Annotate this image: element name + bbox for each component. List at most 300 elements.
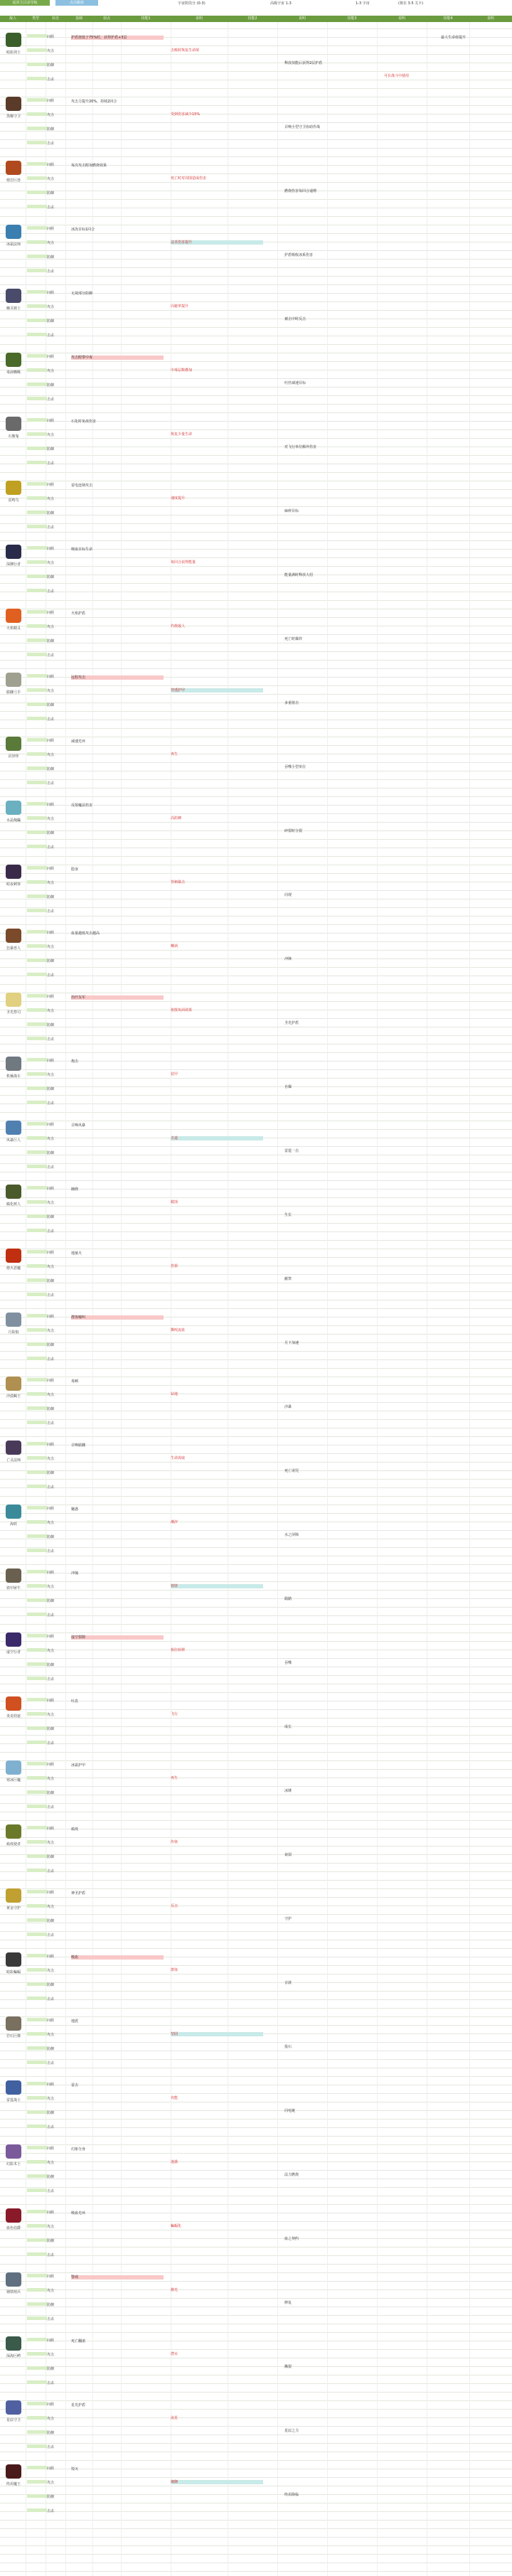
row-label: 攻击 (47, 625, 55, 629)
enemy-skill-text: 铁壁 (171, 1584, 263, 1588)
enemy-skill-text: 血之契约 (284, 2237, 299, 2241)
row-label: 防御 (47, 1215, 55, 1219)
enemy-skill-text: 高防御 (171, 816, 182, 821)
row-label: 击杀 (47, 781, 55, 786)
label-stripe (27, 702, 47, 706)
label-stripe (27, 1506, 47, 1509)
row-label: 问候 (47, 483, 55, 487)
label-stripe (27, 688, 47, 692)
blood-count-icon (6, 2208, 21, 2223)
row-label: 问候 (47, 739, 55, 743)
enemy-skill-text: 攻击力提升20%，持续2回合 (71, 100, 117, 104)
label-stripe (27, 2480, 47, 2484)
row-label: 防御 (47, 1407, 55, 1411)
enemy-skill-text: 隐身 (71, 867, 79, 872)
row-line (0, 2537, 512, 2538)
label-stripe (27, 880, 47, 884)
label-stripe (27, 2494, 47, 2498)
row-label: 攻击 (47, 1841, 55, 1845)
enemy-skill-text: 自爆 (284, 1085, 292, 1089)
enemy-skill-text: 缠绕 (71, 1187, 79, 1192)
row-label: 攻击 (47, 2353, 55, 2357)
berserk-orc-icon (6, 929, 21, 943)
mech-tank-icon (6, 1057, 21, 1071)
row-label: 防御 (47, 1151, 55, 1155)
enemy-name: 海妖 (9, 1522, 17, 1527)
label-stripe (27, 205, 47, 208)
row-label: 击杀 (47, 141, 55, 146)
top-note: 宇宙阶段分 (0-3) (178, 1, 206, 6)
row-line (0, 2562, 512, 2563)
label-stripe (27, 2416, 47, 2420)
enemy-row (0, 1180, 512, 1241)
enemy-name: 钢铁哨兵 (6, 2290, 21, 2294)
enemy-name: 炎龙幼崽 (6, 1714, 21, 1719)
label-stripe (27, 1008, 47, 1012)
enemy-skill-text: 群体 (171, 1968, 178, 1972)
label-stripe (27, 269, 47, 272)
label-stripe (27, 98, 47, 102)
label-stripe (27, 2316, 47, 2320)
label-stripe (27, 48, 47, 52)
label-stripe (27, 973, 47, 976)
enemy-name: 岩石巨像 (6, 2034, 21, 2038)
enemy-name: 水晶傀儡 (6, 818, 21, 823)
row-label: 击杀 (47, 653, 55, 658)
label-stripe (27, 162, 47, 166)
row-label: 问候 (47, 1571, 55, 1575)
enemy-skill-text: 反击 (171, 1904, 178, 1908)
row-label: 击杀 (47, 1229, 55, 1234)
enemy-skill-text: 圣光护盾 (284, 1021, 299, 1025)
enemy-name: 腐化树人 (6, 1202, 21, 1207)
row-label: 问候 (47, 1955, 55, 1959)
enemy-skill-text: 法力燃烧 (284, 2173, 299, 2177)
label-stripe (27, 127, 47, 130)
row-label: 攻击 (47, 2481, 55, 2485)
enemy-skill-text: 终焉降临 (284, 2493, 299, 2497)
label-stripe (27, 1762, 47, 1765)
label-stripe (27, 866, 47, 870)
enemy-row (0, 860, 512, 921)
row-label: 攻击 (47, 49, 55, 53)
enemy-skill-text: 撕咬流血 (171, 1328, 186, 1332)
row-label: 问候 (47, 1763, 55, 1767)
enemy-skill-text: 可在战斗中使用 (384, 74, 410, 78)
desert-scorpion-icon (6, 1377, 21, 1391)
storm-giant-icon (6, 1121, 21, 1135)
label-stripe (27, 1712, 47, 1716)
row-label: 攻击 (47, 2225, 55, 2229)
row-label: 攻击 (47, 689, 55, 693)
row-label: 击杀 (47, 1805, 55, 1810)
row-label: 击杀 (47, 2509, 55, 2513)
enemy-skill-text: 装甲 (171, 1072, 178, 1076)
label-stripe (27, 2061, 47, 2064)
jump-tab[interactable]: 点击跳转 (55, 0, 98, 6)
row-label: 击杀 (47, 1677, 55, 1682)
enemy-row (0, 284, 512, 346)
row-label: 攻击 (47, 1009, 55, 1013)
row-label: 击杀 (47, 909, 55, 914)
label-stripe (27, 2352, 47, 2356)
enemy-skill-text: 潜水 (171, 2352, 178, 2356)
enemy-skill-text: 撕裂 (284, 2365, 292, 2369)
row-label: 防御 (47, 959, 55, 963)
label-stripe (27, 255, 47, 258)
row-label: 攻击 (47, 1265, 55, 1269)
enemy-skill-text: 迷惑 (171, 2160, 178, 2164)
row-label: 问候 (47, 675, 55, 679)
star-guardian-icon (6, 2400, 21, 2415)
enemy-name: 终焉魔王 (6, 2482, 21, 2486)
enemy-skill-text: 召唤小型守卫协助作战 (284, 125, 321, 129)
label-stripe (27, 1677, 47, 1680)
row-label: 击杀 (47, 1165, 55, 1170)
label-stripe (27, 1904, 47, 1908)
row-label: 问候 (47, 1187, 55, 1191)
label-stripe (27, 830, 47, 834)
label-stripe (27, 383, 47, 386)
label-stripe (27, 738, 47, 742)
row-label: 问候 (47, 1315, 55, 1319)
enemy-skill-text: 恢复少量生命 (171, 432, 193, 437)
ice-troll-icon (6, 1760, 21, 1775)
row-label: 攻击 (47, 177, 55, 181)
label-stripe (27, 2338, 47, 2341)
row-label: 防御 (47, 383, 55, 388)
row-label: 攻击 (47, 1969, 55, 1973)
enemy-skill-text: 闪电链 (284, 2109, 296, 2113)
label-stripe (27, 1229, 47, 1232)
label-stripe (27, 482, 47, 486)
enemy-row (0, 1820, 512, 1881)
enemy-skill-text: 嘲讽 (171, 944, 178, 948)
row-label: 攻击 (47, 1521, 55, 1525)
enemy-skill-text: 每次攻击附加燃烧效果 (71, 164, 107, 168)
frost-mage-icon (6, 225, 21, 239)
label-stripe (27, 176, 47, 180)
row-label: 防御 (47, 255, 55, 260)
enemy-name: 月影狼 (8, 1330, 19, 1335)
label-stripe (27, 447, 47, 450)
label-stripe (27, 1186, 47, 1190)
row-label: 问候 (47, 1635, 55, 1639)
enemy-name: 圣光祭司 (6, 1010, 21, 1015)
swamp-monster-icon (6, 737, 21, 751)
enemy-skill-text: 虚空裂隙 (71, 1635, 164, 1640)
gargoyle-icon (6, 417, 21, 431)
label-stripe (27, 546, 47, 550)
row-label: 防御 (47, 1279, 55, 1283)
label-stripe (27, 1613, 47, 1616)
label-stripe (27, 1086, 47, 1090)
enemy-skill-text: 血量越低攻击越高 (71, 931, 100, 936)
enemy-skill-text: 践踏 (284, 1597, 292, 1601)
row-label: 问候 (47, 2083, 55, 2087)
enemy-skill-text: 沙暴 (284, 1405, 292, 1409)
label-stripe (27, 1598, 47, 1602)
enemy-skill-text: 充能 (171, 2096, 178, 2100)
necromancer-icon (6, 1441, 21, 1455)
enemy-skill-text: 被击中时反击 (284, 317, 306, 321)
column-header: 敌人 (9, 16, 16, 21)
row-label: 击杀 (47, 2381, 55, 2385)
label-stripe (27, 2224, 47, 2228)
row-label: 击杀 (47, 1037, 55, 1042)
column-header: 说明 (398, 16, 405, 21)
enemy-skill-text: 统御 (171, 2480, 263, 2484)
enemy-skill-text: 减速光环 (71, 739, 86, 744)
enemy-skill-text: 速度提升 (171, 496, 186, 501)
enemy-name: 星辰守卫 (6, 2418, 21, 2422)
deep-crocodile-icon (6, 2336, 21, 2351)
label-stripe (27, 1264, 47, 1268)
lava-beast-icon (6, 161, 21, 175)
label-stripe (27, 2125, 47, 2128)
row-label: 攻击 (47, 1457, 55, 1461)
row-label: 击杀 (47, 589, 55, 594)
row-label: 问候 (47, 419, 55, 423)
label-stripe (27, 674, 47, 678)
row-label: 问候 (47, 1827, 55, 1831)
label-stripe (27, 589, 47, 592)
label-stripe (27, 638, 47, 642)
label-stripe (27, 525, 47, 528)
enemy-skill-text: 燃烧伤害每回合递增 (284, 189, 317, 193)
enemy-skill-text: 攻击附带中毒 (71, 356, 164, 360)
label-stripe (27, 290, 47, 294)
row-label: 问候 (47, 995, 55, 999)
enemy-name: 亡灵法师 (6, 1458, 21, 1463)
row-label: 防御 (47, 1087, 55, 1091)
row-label: 击杀 (47, 2125, 55, 2129)
enemy-skill-text: 护盾值低于75%时，获得护盾+3层 (71, 36, 164, 40)
label-stripe (27, 781, 47, 784)
enemy-skill-text: 毁灭 (71, 2467, 79, 2471)
label-stripe (27, 2252, 47, 2256)
label-stripe (27, 1662, 47, 1666)
enemy-row (0, 1692, 512, 1753)
enemy-row (0, 2332, 512, 2393)
row-label: 击杀 (47, 1933, 55, 1938)
row-label: 攻击 (47, 305, 55, 309)
enemy-skill-text: 飞行 (171, 1712, 178, 1716)
row-label: 防御 (47, 703, 55, 707)
label-stripe (27, 1101, 47, 1104)
label-stripe (27, 1954, 47, 1957)
label-stripe (27, 461, 47, 464)
label-stripe (27, 1570, 47, 1573)
label-stripe (27, 2288, 47, 2292)
row-label: 防御 (47, 575, 55, 579)
night-assassin-icon (6, 865, 21, 879)
label-stripe (27, 1456, 47, 1460)
enemy-skill-text: 死亡诅咒 (284, 1469, 299, 1473)
column-header: 技能1 (141, 16, 151, 21)
row-label: 问候 (47, 1059, 55, 1063)
enemy-skill-text: 再生 (171, 1776, 178, 1780)
row-label: 攻击 (47, 817, 55, 821)
label-stripe (27, 653, 47, 656)
enemy-skill-text: 吸血 (71, 1955, 164, 1960)
enemy-skill-text: 吸取目标生命 (71, 547, 93, 552)
enemy-skill-text: 腐蚀 (171, 1200, 178, 1204)
enemy-row (0, 1756, 512, 1817)
enemy-skill-text: 炮击 (71, 1059, 79, 1064)
enemy-row (0, 92, 512, 154)
void-walker-icon (6, 1632, 21, 1647)
row-label: 击杀 (47, 78, 55, 82)
enemy-row (0, 476, 512, 538)
row-label: 防御 (47, 319, 55, 324)
label-stripe (27, 1058, 47, 1062)
enemy-skill-text: 成长 (284, 1725, 292, 1729)
row-line (0, 2545, 512, 2546)
enemy-name: 虚空行者 (6, 1650, 21, 1655)
doom-lord-icon (6, 2464, 21, 2479)
row-label: 问候 (47, 1123, 55, 1127)
label-stripe (27, 1328, 47, 1332)
enemy-skill-text: 多重射击 (284, 701, 299, 705)
home-tab[interactable]: 返回主目录导航 (0, 0, 50, 6)
label-stripe (27, 1840, 47, 1844)
row-label: 防御 (47, 1343, 55, 1347)
enemy-skill-text: 水之屏障 (284, 1533, 299, 1537)
label-stripe (27, 1790, 47, 1794)
enemy-row (0, 2204, 512, 2265)
label-stripe (27, 930, 47, 934)
row-label: 防御 (47, 1023, 55, 1027)
label-stripe (27, 1293, 47, 1296)
enemy-skill-text: 月下加速 (284, 1341, 299, 1345)
row-label: 击杀 (47, 1741, 55, 1746)
enemy-row (0, 668, 512, 729)
row-label: 问候 (47, 803, 55, 807)
row-label: 攻击 (47, 2033, 55, 2037)
label-stripe (27, 1698, 47, 1701)
enemy-row (0, 604, 512, 666)
enemy-skill-text: 释放技能后获得2层护盾 (284, 61, 323, 65)
label-stripe (27, 1037, 47, 1040)
enemy-skill-text: 相位转移 (171, 1648, 186, 1652)
row-label: 击杀 (47, 1549, 55, 1554)
enemy-row (0, 412, 512, 474)
label-stripe (27, 1421, 47, 1424)
row-label: 防御 (47, 1599, 55, 1603)
enemy-skill-text: 献祭 (284, 1277, 292, 1281)
label-stripe (27, 766, 47, 770)
row-label: 击杀 (47, 2317, 55, 2321)
label-stripe (27, 1485, 47, 1488)
row-label: 击杀 (47, 717, 55, 722)
enemy-skill-text: 雷霆一击 (284, 1149, 299, 1153)
row-label: 攻击 (47, 753, 55, 757)
label-stripe (27, 1726, 47, 1730)
enemy-name: 骷髅弓手 (6, 690, 21, 695)
enemy-skill-text: 护盾吸收冰系伤害 (284, 253, 314, 257)
row-label: 击杀 (47, 973, 55, 978)
column-header: 说明 (298, 16, 306, 21)
enemy-row (0, 1308, 512, 1369)
enemy-row (0, 796, 512, 857)
enemy-row (0, 220, 512, 282)
top-note: 1-3 宇宙 (356, 1, 370, 6)
enemy-name: 火焰精灵 (6, 626, 21, 631)
label-stripe (27, 1470, 47, 1474)
header-row (0, 16, 512, 22)
ghost-knight-icon (6, 289, 21, 303)
siren-icon (6, 1505, 21, 1519)
top-bar (0, 0, 512, 14)
enemy-row (0, 2396, 512, 2457)
row-label: 攻击 (47, 1393, 55, 1397)
label-stripe (27, 1406, 47, 1410)
enemy-row (0, 2076, 512, 2137)
row-label: 击杀 (47, 2189, 55, 2193)
label-stripe (27, 1933, 47, 1936)
enemy-skill-text: 警戒 (71, 2275, 164, 2280)
row-label: 攻击 (47, 1073, 55, 1077)
thunder-warrior-icon (6, 2080, 21, 2095)
label-stripe (27, 2082, 47, 2085)
label-stripe (27, 994, 47, 998)
column-header: 状态 (51, 16, 59, 21)
label-stripe (27, 1314, 47, 1318)
skeleton-archer-icon (6, 673, 21, 687)
crystal-golem-icon (6, 801, 21, 815)
row-label: 防御 (47, 767, 55, 771)
column-header: 技能3 (347, 16, 357, 21)
row-label: 攻击 (47, 1777, 55, 1781)
enemy-name: 深海巨鳄 (6, 2354, 21, 2358)
label-stripe (27, 34, 47, 38)
enemy-skill-text: 生长 (284, 1213, 292, 1217)
row-label: 问候 (47, 2019, 55, 2023)
enemy-name: 雷霆战士 (6, 2098, 21, 2102)
enemy-skill-text: 流星 (171, 2416, 178, 2420)
label-stripe (27, 2274, 47, 2277)
enemy-name: 铁甲犀牛 (6, 1586, 21, 1591)
row-label: 防御 (47, 831, 55, 835)
column-header: 类型 (31, 16, 39, 21)
row-label: 攻击 (47, 1585, 55, 1589)
label-stripe (27, 1022, 47, 1026)
row-label: 防御 (47, 2047, 55, 2051)
enemy-skill-text: 坚固 (171, 2032, 263, 2036)
enemy-skill-text: 吸血光环 (71, 2211, 86, 2216)
enemy-row (0, 1116, 512, 1177)
enemy-skill-text: 生命汲取 (171, 1456, 186, 1460)
row-label: 击杀 (47, 1869, 55, 1874)
row-label: 防御 (47, 1791, 55, 1795)
enemy-skill-text: 守护 (284, 1917, 292, 1921)
enemy-skill-text: 幻象分身 (71, 2147, 86, 2152)
enemy-skill-text: 死亡时爆炸 (284, 637, 303, 641)
row-label: 击杀 (47, 1421, 55, 1426)
label-stripe (27, 1342, 47, 1346)
row-label: 击杀 (47, 1613, 55, 1618)
enemy-skill-text: 冰冻目标1回合 (71, 228, 95, 232)
label-stripe (27, 560, 47, 564)
enemy-name: 血色伯爵 (6, 2226, 21, 2230)
row-label: 防御 (47, 2367, 55, 2371)
row-label: 问候 (47, 1251, 55, 1255)
label-stripe (27, 226, 47, 230)
label-stripe (27, 397, 47, 400)
enemy-row (0, 2460, 512, 2521)
enemy-name: 寒冰巨魔 (6, 1778, 21, 1783)
